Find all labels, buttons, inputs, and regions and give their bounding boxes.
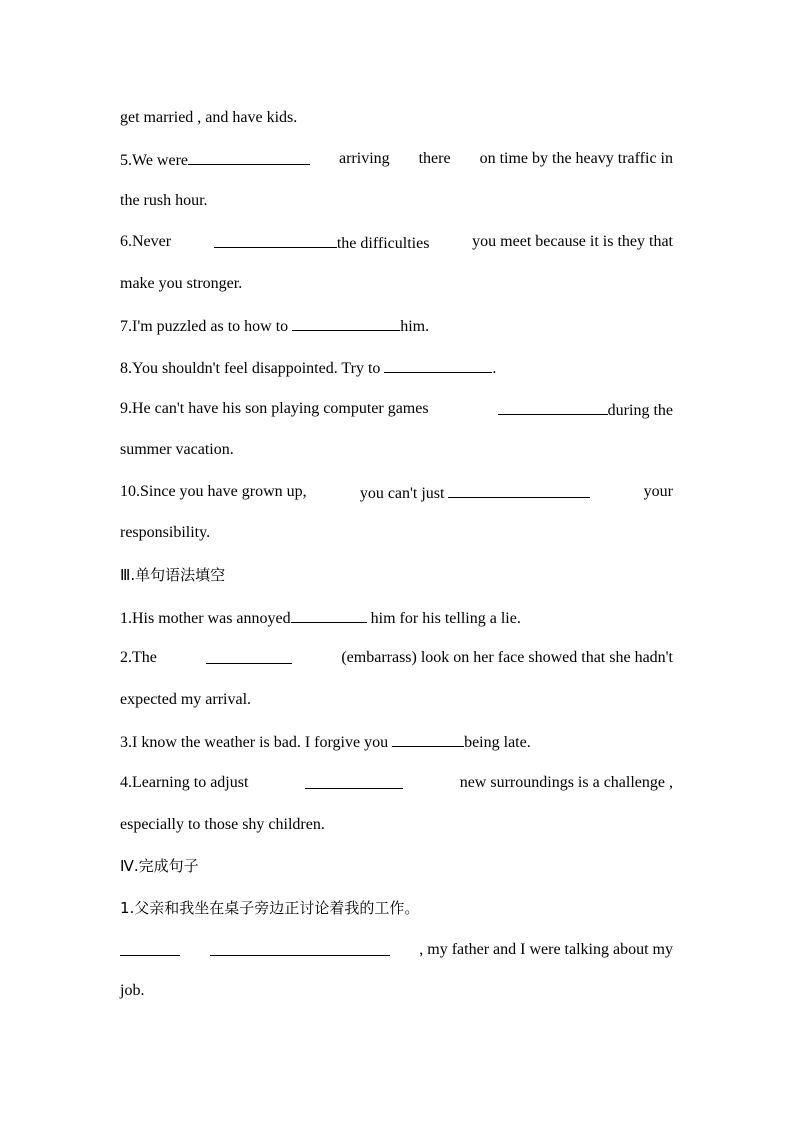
q10-mid: you can't just — [359, 485, 445, 502]
blank-q10[interactable] — [448, 480, 590, 498]
heading-text: Ⅲ.单句语法填空 — [120, 566, 226, 584]
section-heading-3 — [120, 563, 673, 587]
grammar-1 — [120, 605, 673, 629]
g1-start: 1.His mother was annoyed — [120, 610, 291, 627]
question-9-cont — [120, 438, 673, 462]
q7-start: 7.I'm puzzled as to how to — [120, 318, 289, 335]
text: job. — [120, 982, 145, 999]
q8-start: 8.You shouldn't feel disappointed. Try to — [120, 360, 381, 377]
blank-g4[interactable] — [305, 771, 403, 789]
q5-start: 5.We were — [120, 152, 189, 169]
blank-q8[interactable] — [384, 355, 492, 373]
q5-word: there — [418, 150, 451, 167]
heading-text: Ⅳ.完成句子 — [120, 857, 199, 875]
complete-1-prompt — [120, 896, 673, 920]
g1-end: him for his telling a lie. — [370, 610, 521, 627]
grammar-2-cont — [120, 688, 673, 712]
g4-end: new surroundings is a challenge , — [459, 774, 673, 791]
line-get-married — [120, 106, 673, 130]
question-5-cont — [120, 189, 673, 213]
complete-1-cont — [120, 979, 673, 1003]
text: make you stronger. — [120, 275, 243, 292]
question-6 — [120, 230, 673, 254]
g2-start: 2.The — [120, 649, 157, 666]
prompt-text: 1.父亲和我坐在桌子旁边正讨论着我的工作。 — [120, 899, 420, 917]
blank-g1[interactable] — [291, 605, 367, 623]
question-5 — [120, 147, 673, 171]
question-9 — [120, 397, 673, 421]
q9-end: during the — [607, 402, 673, 419]
text: the rush hour. — [120, 192, 208, 209]
blank-c1b[interactable] — [210, 938, 390, 956]
grammar-4-cont — [120, 813, 673, 837]
question-7 — [120, 313, 673, 337]
g3-start: 3.I know the weather is bad. I forgive you — [120, 734, 389, 751]
blank-q5[interactable] — [188, 147, 310, 165]
blank-c1a[interactable] — [120, 938, 180, 956]
text: summer vacation. — [120, 441, 234, 458]
q6-end: you meet because it is they that — [472, 233, 673, 250]
complete-1-answer — [120, 938, 673, 962]
q6-start: 6.Never — [120, 233, 172, 250]
grammar-4 — [120, 771, 673, 795]
q8-end: . — [492, 360, 497, 377]
blank-g3[interactable] — [392, 729, 464, 747]
question-6-cont — [120, 272, 673, 296]
g4-start: 4.Learning to adjust — [120, 774, 249, 791]
blank-q7[interactable] — [292, 313, 400, 331]
blank-q6[interactable] — [214, 230, 337, 248]
text: expected my arrival. — [120, 691, 252, 708]
text: get married , and have kids. — [120, 109, 298, 126]
q9-start: 9.He can't have his son playing computer games — [120, 400, 429, 417]
c1-end: , my father and I were talking about my — [419, 941, 673, 958]
text: responsibility. — [120, 524, 211, 541]
g3-end: being late. — [464, 734, 531, 751]
section-heading-4 — [120, 854, 673, 878]
g2-end: (embarrass) look on her face showed that she hadn't — [341, 649, 673, 666]
grammar-2 — [120, 646, 673, 670]
q7-end: him. — [400, 318, 430, 335]
q5-end: on time by the heavy traffic in — [479, 150, 673, 167]
question-10 — [120, 480, 673, 504]
blank-q9[interactable] — [498, 397, 608, 415]
question-8 — [120, 355, 673, 379]
grammar-3 — [120, 729, 673, 753]
q10-start: 10.Since you have grown up, — [120, 483, 307, 500]
q6-mid: the difficulties — [336, 235, 430, 252]
q5-word: arriving — [338, 150, 390, 167]
blank-g2[interactable] — [206, 646, 292, 664]
question-10-cont — [120, 521, 673, 545]
q10-end: your — [643, 483, 673, 500]
text: especially to those shy children. — [120, 816, 325, 833]
